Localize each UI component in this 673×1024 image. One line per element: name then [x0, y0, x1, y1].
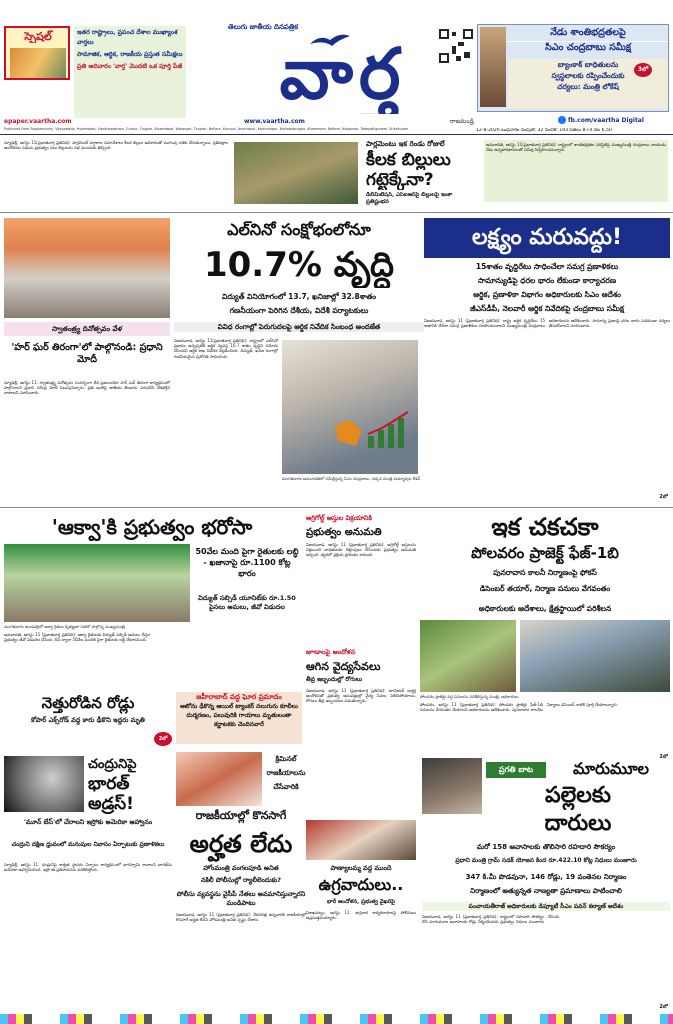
vigilance-continue[interactable]: 2లో: [659, 494, 668, 500]
social-icons: [558, 116, 566, 124]
village-para: విజయవాడ, ఆగస్టు 11 (ప్రభాతవార్త ప్రతినిధి): రాష్ట్రంలో రహదారి సౌకర్యం లేని మారుమూల ఆవాసాలకు రోడ్లు నిర్మించేందుకు ప్రభుత్వం నిధులు మంజూరు చేసింది.: [422, 914, 560, 925]
logo: వార్త: [279, 34, 407, 114]
village-continue[interactable]: 2లో: [659, 1004, 668, 1010]
independence-ribbon: స్వాతంత్ర్య దినోత్సవం వేళ: [4, 322, 170, 336]
village-sub-4: నిర్మాణంలో అత్యున్నత నాణ్యతా ప్రమాణాలు పాటించాలి: [470, 887, 622, 895]
roads-headline: నెత్తురోడిన రోడ్లు: [41, 694, 135, 712]
village-sub-3: 347 కి.మీ పొడవునా, 146 రోడ్లు, 19 వంతెనల నిర్మాణం: [465, 873, 627, 881]
right-promo-photo: [480, 27, 506, 107]
parliament-photo: [234, 142, 358, 204]
growth-kicker: ఎల్‌నినో సంక్షోభంలోనూ: [227, 220, 371, 239]
medical-sub: తీవ్ర ఇబ్బందుల్లో రోగులు: [306, 676, 363, 683]
epaper-link[interactable]: epaper.vaartha.com: [4, 118, 72, 125]
independence-para: న్యూఢిల్లీ, ఆగస్టు 11: స్వాతంత్ర్య దినోత్సవం సందర్భంగా దేశ ప్రజలందరూ హర్ ఘర్ తిరంగా కార్యక్రమంలో పాల్గొనాలని ప్రధాని నరేంద్ర మోదీ పిలుపునిచ్చారు. ప్రతి ఇంటిపై జాతీయ జెండాను ఎగురవేసి దేశభక్తిని చాటాలని సూచించారు.: [4, 380, 170, 396]
places-line: Published from Rajahmundry, Vijayawada, Hyderabad, Visakhapatnam, Guntur, Ongole, Nizamabad, Warangal, Tirupati, Nellore, Kurnool, Anantapur, Karimnagar, Mahabubnagar, Khammam, Nellore, Nalgonda, Tadepalligudem, Srikakulam: [4, 127, 409, 131]
growth-photo: [282, 340, 418, 474]
website-link[interactable]: www.vaartha.com: [244, 118, 305, 125]
politics-line: రాజకీయాల్లో కొనసాగే: [195, 809, 287, 822]
agri-headline: ప్రభుత్వం అనుమతి: [306, 527, 382, 538]
polavaram-kicker: ఇక చకచకా: [491, 513, 599, 541]
left-promo-line-3: ప్రతి ఆదివారం 'వార్త' మొదటి ఒక పూర్తి పేజీ: [77, 63, 182, 70]
village-headline-3: దారులు: [544, 811, 612, 836]
medical-tag: జూడాలపై ఆందోళన: [306, 648, 356, 656]
vigilance-sub-3: ఆర్థిక, ప్రణాళికా విభాగం అధికారులకు సిఎం ఆదేశం: [473, 290, 621, 299]
polavaram-caption: పోలవరం ప్రాజెక్టు వద్ద పనులను పరిశీలిస్తున్న మంత్రి, అధికారులు: [420, 694, 519, 699]
edition-label: రాజమండ్రి: [450, 118, 474, 125]
vigilance-sub-1: 15శాతం వృద్ధిరేటు సాధించేలా సమగ్ర ప్రణాళికలు: [475, 262, 619, 271]
politics-sub-3: పోలీసు వ్యవస్థను వైసీపీ నేతలు అవమానిస్తున్నారని మండిపాటు: [176, 890, 306, 907]
polavaram-para: పోలవరం, ఆగస్టు 11 (ప్రభాతవార్త ప్రతినిధి): పోలవరం ప్రాజెక్టు ఫేజ్-1బి పనులను వేగవంతం చేయాలని అధికారులను ఆదేశించారు. పునరావాస కాలనీల నిర్మాణం డిసెంబర్ నాటికి పూర్తి చేయాలన్నారు.: [420, 702, 619, 713]
aqua-para: అమరావతి, ఆగస్టు 11 (ప్రభాతవార్త ప్రతినిధి): ఆక్వా రైతులకు విద్యుత్ సబ్సిడీ అమలు చేస్తూ ప్రభుత్వం జీవో విడుదల చేసింది. దీని ద్వారా 50వేల మందికి పైగా రైతులకు లబ్ధి చేకూరనుంది.: [4, 632, 150, 643]
politics-para: విజయవాడ, ఆగస్టు 11 (ప్రభాతవార్త ప్రతినిధి): నేరచరిత్ర ఉన్నవారికి రాజకీయాల్లో కొనసాగే అర్హత లేదని హోంమంత్రి అనిత స్పష్టం చేశారు.: [176, 912, 306, 923]
top-headline-2: గట్టెక్కేనా?: [366, 170, 434, 190]
right-promo: [477, 24, 669, 112]
dangerous-sub: భారీ ఆందోళన, ప్రభుత్వ వైఖరిపై: [326, 899, 396, 905]
tagline: తెలుగు జాతీయ దినపత్రిక: [228, 23, 298, 31]
polavaram-headline: పోలవరం ప్రాజెక్ట్ ఫేజ్-1బి: [471, 544, 619, 562]
roads-box: [176, 692, 302, 744]
right-sub-line-3: చర్యలు: మంత్రి లోకేష్: [557, 82, 619, 91]
polavaram-photo-2: [520, 620, 670, 692]
polavaram-photo-1: [420, 620, 516, 692]
moon-photo: [4, 756, 84, 812]
polavaram-sub-2: డిసెంబర్ తయార్, నిర్మాణ పనులు వేగవంతం: [479, 584, 611, 593]
growth-sub-2: గణనీయంగా పెరిగిన దేశీయ, విదేశీ పర్యాటకులు: [229, 306, 369, 315]
social-handle[interactable]: fb.com/vaartha Digital: [568, 117, 644, 124]
independence-headline: 'హర్ ఘర్ తిరంగా'లో పాల్గొనండి: ప్రధాని మోదీ: [11, 342, 163, 365]
top-kicker: పార్లమెంటు ఇక రెండు రోజులే: [366, 140, 445, 148]
village-tag: ప్రగతి బాట: [486, 762, 546, 778]
medical-para: విజయవాడ, ఆగస్టు 11 (ప్రభాతవార్త ప్రతినిధి): జూనియర్ డాక్టర్ల ఆందోళనతో ప్రభుత్వ ఆసుపత్రుల్లో వైద్య సేవలు నిలిచిపోయాయి. రోగులు తీవ్ర ఇబ్బందులు పడుతున్నారు.: [306, 688, 416, 704]
politics-sub-2: నకిలీ పోలీసుల్లో ర్యాలీలెందుకు?: [200, 876, 282, 884]
pawan-photo: [422, 758, 482, 814]
village-headline-1: మారుమూల: [572, 759, 650, 778]
left-promo: [74, 26, 186, 118]
badge-mini-photo: [10, 48, 66, 78]
moon-sub-2: చంద్రుని దక్షిణ ధ్రువంలో మనుషుల నివాసం ఏర్పాటుకు ప్రణాళికలు: [11, 841, 165, 848]
roads-box-title: జహీరాబాద్ వద్ద ఘోర ప్రమాదం: [196, 693, 282, 701]
village-headline-2: పల్లెలకు: [545, 783, 611, 808]
polavaram-continue[interactable]: 2లో: [659, 754, 668, 760]
aqua-sub-1: 50వేల మంది పైగా రైతులకు లబ్ధి - ఖజానాపై రూ.1100 కోట్ల భారం: [195, 547, 299, 578]
dangerous-para: విశాఖపట్నం, ఆగస్టు 11: ఉగ్రవాద కార్యకలాపాలపై పోలీసులు అప్రమత్తమయ్యారు.: [306, 910, 416, 921]
medical-headline: ఆగిన వైద్యసేవలు: [306, 660, 381, 673]
agri-para: విజయవాడ, ఆగస్టు 11 (ప్రభాతవార్త ప్రతినిధి): అగ్రిగోల్డ్ ఆస్తులను విక్రయించి బాధితులకు చెల్లింపులు చేసేందుకు ప్రభుత్వం అనుమతి ఇచ్చింది. త్వరలో ప్రక్రియ ప్రారంభం కానుంది.: [306, 542, 416, 558]
growth-sub-1: విద్యుత్ వినియోగంలో 13.7, ఖనిజాల్లో 32.8శాతం: [222, 292, 376, 301]
village-sub-1: మరో 158 ఆవాసాలకు తొలిసారి రహదారి సౌకర్యం: [476, 843, 616, 851]
moon-para: న్యూఢిల్లీ, ఆగస్టు 11: చంద్రునిపై శాశ్వత స్థావరం ఏర్పాటు కార్యక్రమంలో భాగస్వామి కావాలని భారత్‌ను అమెరికా ఆహ్వానించింది. ఇస్రో ఈ ప్రతిపాదనను పరిశీలిస్తోంది.: [4, 862, 172, 873]
modi-photo: [4, 218, 170, 318]
aqua-photo: [4, 544, 190, 622]
vigilance-sub-4: జీఎస్‌డీపీ, నెలవారీ ఆర్థిక నివేదికపై చంద్రబాబు సమీక్ష: [470, 304, 624, 313]
qr-code-icon[interactable]: [438, 28, 474, 64]
rule-top: [0, 134, 673, 135]
anitha-photo: [176, 752, 262, 806]
roads-page[interactable]: 2లో: [154, 732, 172, 746]
moon-headline-2: భారత్: [88, 774, 130, 794]
protest-photo: [306, 820, 416, 860]
vigilance-para: విజయవాడ, ఆగస్టు 11 (ప్రభాతవార్త ప్రతినిధి): రాష్ట్ర ఆర్థిక వృద్ధిరేటు 15 శాతానికి చేరేలా సమగ్ర ప్రణాళికలు రూపొందించాలని ముఖ్యమంత్రి చంద్రబాబు అధికారులను ఆదేశించారు. సామాన్య ప్రజలపై ధరల భారం పడకుండా చర్యలు తీసుకోవాలని సూచించారు.: [424, 318, 670, 329]
vigilance-headline: లక్ష్యం మరువద్దు!: [424, 218, 670, 258]
special-badge-label: స్పెషల్: [24, 30, 52, 43]
politics-kicker-3: చేసేవారికి: [273, 783, 299, 791]
registration-strip: [0, 1014, 673, 1024]
right-promo-line-1: నేడు శాంతిభద్రతలపై: [550, 27, 626, 38]
growth-chart-graphic: [364, 410, 416, 450]
rule-3: [0, 507, 673, 508]
dangerous-pre: పాణ్యాలమ్మ వద్ద ముందె: [330, 864, 392, 872]
growth-para: విజయవాడ, ఆగస్టు 11(ప్రభాతవార్త ప్రతినిధి): రాష్ట్రంలో ఎల్‌నినో ప్రభావం ఉన్నప్పటికీ ఆర్థిక వ్యవస్థ 10.7 శాతం వృద్ధిని నమోదు చేసిందని ఆర్థిక శాఖ నివేదిక వెల్లడించింది. విద్యుత్, ఖనిజ రంగాల్లో గణనీయమైన పురోగతి సాధించింది.: [174, 338, 278, 359]
right-sub-line-2: స్వస్థలాలకు రప్పించేందుకు: [551, 71, 625, 80]
village-sub-5: పంచాయతీరాజ్ అధికారులకు డిప్యూటీ సీఎం పవన్ కల్యాణ్ ఆదేశం: [422, 902, 670, 911]
polavaram-sub-3: అధికారులకు ఆదేశాలు, క్షేత్రస్థాయిలో పరిశీలన: [478, 604, 612, 613]
dateline: 12-8-2026 బుధవారం సంపుటి: 32 సంచిక: 193 పేజీలు 8+4 వెల 6.50: [476, 128, 612, 133]
aqua-caption: మంగళవారం ఉండవల్లిలో ఆక్వా రైతుల కృతజ్ఞతా సభలో పాల్గొన్న ముఖ్యమంత్రి: [4, 624, 125, 629]
politics-headline: అర్హత లేదు: [189, 830, 293, 858]
politics-sub-1: హోంమంత్రి వంగలపూడి అనిత: [203, 864, 279, 872]
left-promo-line-2: సామాజిక, ఆర్థిక, రాజకీయ ప్రస్తుత సమీక్షలు: [77, 51, 183, 58]
dangerous-headline: ఉగ్రవాదులు..: [318, 875, 404, 894]
aqua-headline: 'ఆక్వా'కి ప్రభుత్వం భరోసా: [51, 515, 253, 539]
growth-headline: 10.7% వృద్ధి: [203, 245, 395, 285]
moon-headline-1: చంద్రునిపై: [88, 757, 137, 772]
aqua-sub-2: విద్యుత్ సబ్సిడీ యూనిట్‌కు రూ.1.50 పైసలు అమలు, జీవో విడుదల: [198, 594, 296, 611]
agri-tag: అగ్రిగోల్డ్ ఆస్తుల విక్రయానికి: [306, 514, 372, 522]
special-badge: [4, 26, 70, 80]
roads-box-body: ఆటోను ఢీకొన్న ఆయిల్ ట్యాంకర్ నలుగురు కూలీలు దుర్మరణం, పలువురికి గాయాలు మృతులంతా కర్ణాటకకు చెందినవారే: [180, 703, 298, 728]
rule-2: [0, 212, 673, 213]
polavaram-sub-1: పునరావాస కాలనీ నిర్మాణంపై ఫోకస్: [493, 568, 597, 577]
top-headline-1: కీలక బిల్లులు: [366, 150, 451, 170]
right-promo-line-2: సిఎం చంద్రబాబు సమీక్ష: [508, 41, 668, 54]
masthead: [0, 0, 673, 133]
right-sub-line-1: బ్యాంకాక్ బాధితులను: [557, 60, 619, 69]
left-promo-line-1: ఇతర రాష్ట్రాలు, ప్రపంచ దేశాల ముఖ్యాంశ వార్తలు: [77, 29, 178, 46]
moon-headline-3: అడ్రస్!: [88, 794, 134, 814]
moon-sub-1: 'మూన్ బేస్'లో చేరాలని ఇస్రోకు అమెరికా ఆహ్వానం: [23, 818, 153, 826]
village-sub-2: ప్రధాని మంత్రి గ్రామ్ సడక్ యోజన కింద రూ.422.10 కోట్ల నిధులు మంజూరు: [455, 857, 637, 864]
top-left-para: న్యూఢిల్లీ, ఆగస్టు 11(ప్రభాతవార్త ప్రతినిధి): పార్లమెంట్ వర్షాకాల సమావేశాలు కీలక బిల్లుల ఆమోదంతో ముగింపు దశకు చేరుకున్నాయి. ప్రతిపక్షాల ఆందోళనల నడుమ ప్రభుత్వం పలు బిల్లులను సభ ముందుకు తెచ్చింది.: [4, 140, 228, 151]
vigilance-sub-2: సామాన్యుడిపై ధరల భారం లేకుండా కార్యాచరణ: [477, 276, 617, 285]
top-deck: డీలిమిటేషన్, ఎస్ఐఆర్‌పై బిల్లులపై ఇంకా ప్రతిష్టంభన: [366, 192, 453, 205]
roads-sub: కోపార్ ఎక్స్‌రోడ్ వద్ద కారు ఢీకొని ఇద్దరు మృతి: [31, 716, 145, 724]
politics-kicker-2: రాజకీయాలను: [266, 769, 306, 777]
growth-deck: వివిధ రంగాల్లో పెరుగుదలపై ఆర్థిక నివేదిక సింబంధ అందజేత: [174, 322, 424, 332]
politics-kicker-1: క్రిమినల్: [275, 755, 297, 763]
growth-caption: మంగళవారం అమరావతిలో సమీక్షిస్తున్న సిఎం చంద్రబాబు, పక్కన మంత్రి పయ్యావుల కేశవ్: [282, 476, 421, 481]
right-promo-page: 3లో: [634, 63, 652, 77]
top-right-para: అమరావతి, ఆగస్టు 11(ప్రభాతవార్త ప్రతినిధి): రాష్ట్రంలో శాంతిభద్రతల పరిస్థితిపై ముఖ్యమంత్రి చంద్రబాబు నాయుడు నేడు ఉన్నతాధికారులతో సమీక్ష నిర్వహించనున్నారు.: [484, 140, 668, 202]
